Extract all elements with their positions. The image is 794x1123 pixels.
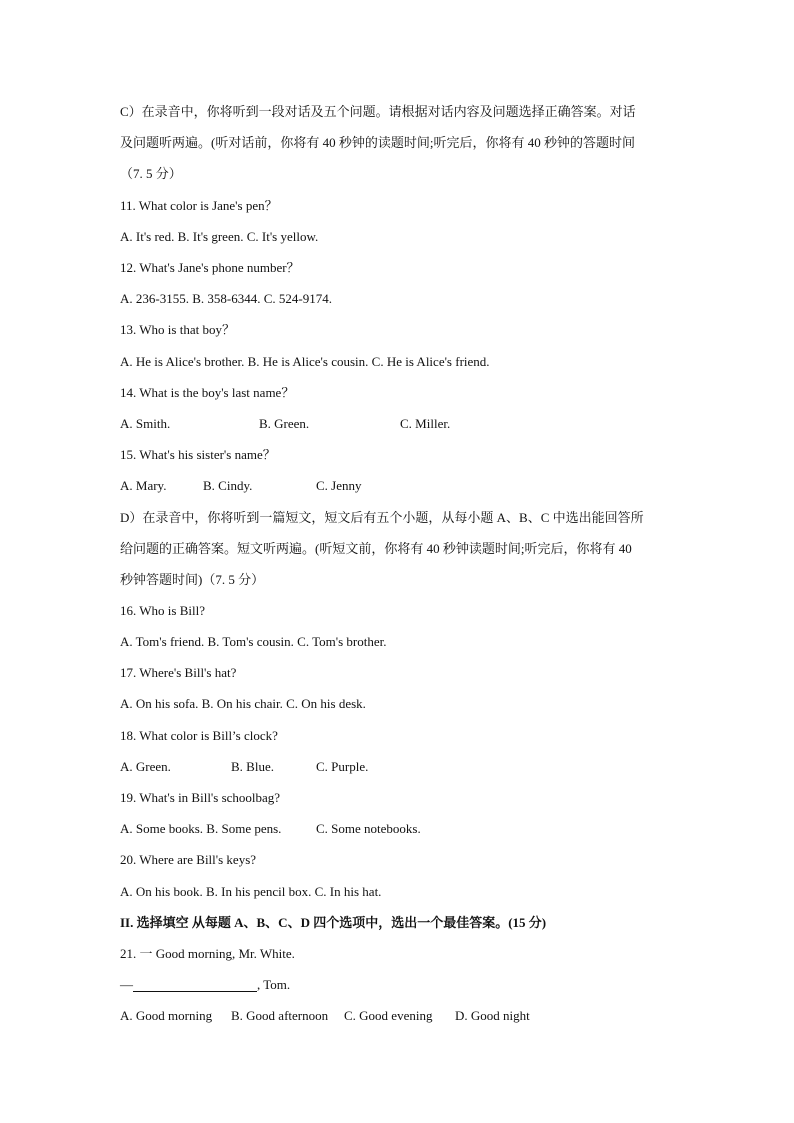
section-d-instruction-line3: 秒钟答题时间)（7. 5 分） bbox=[120, 572, 265, 587]
option-a: A. Good morning bbox=[120, 1008, 213, 1023]
question-17-options: A. On his sofa. B. On his chair. C. On his desk. bbox=[120, 696, 366, 711]
question-20-options: A. On his book. B. In his pencil box. C. In his hat. bbox=[120, 884, 382, 899]
section-d-instruction-line1: D）在录音中，你将听到一篇短文，短文后有五个小题，从每小题 A、B、C 中选出能回答所 bbox=[120, 510, 644, 525]
option-c: C. Miller. bbox=[400, 416, 451, 431]
section-c-instruction-line1: C）在录音中，你将听到一段对话及五个问题。请根据对话内容及问题选择正确答案。对话 bbox=[120, 104, 636, 119]
question-11-options: A. It's red. B. It's green. C. It's yellow. bbox=[120, 229, 319, 244]
option-a: A. Smith. bbox=[120, 416, 171, 431]
answer-blank bbox=[133, 977, 257, 992]
question-18: 18. What color is Bill’s clock? bbox=[120, 728, 278, 743]
question-13-options: A. He is Alice's brother. B. He is Alice's cousin. C. He is Alice's friend. bbox=[120, 354, 490, 369]
reply-end: , Tom. bbox=[257, 977, 291, 992]
option-c: C. Some notebooks. bbox=[316, 821, 421, 836]
question-21: 21. 一 Good morning, Mr. White. bbox=[120, 946, 295, 961]
question-21-reply bbox=[120, 976, 680, 994]
question-19: 19. What's in Bill's schoolbag? bbox=[120, 790, 281, 805]
question-15: 15. What's his sister's name？ bbox=[120, 447, 276, 462]
option-c: C. Jenny bbox=[316, 478, 362, 493]
question-12: 12. What's Jane's phone number？ bbox=[120, 260, 300, 275]
part-ii-heading: II. 选择填空 从每题 A、B、C、D 四个选项中，选出一个最佳答案。(15 分) bbox=[120, 915, 547, 930]
reply-dash: — bbox=[120, 977, 133, 992]
question-20: 20. Where are Bill's keys? bbox=[120, 852, 257, 867]
question-16: 16. Who is Bill? bbox=[120, 603, 205, 618]
section-d-instruction-line2: 给问题的正确答案。短文听两遍。(听短文前，你将有 40 秒钟读题时间;听完后，你将有 40 bbox=[120, 541, 632, 556]
option-b: B. Good afternoon bbox=[231, 1008, 329, 1023]
question-17: 17. Where's Bill's hat? bbox=[120, 665, 237, 680]
option-a: A. Mary. bbox=[120, 478, 167, 493]
question-13: 13. Who is that boy？ bbox=[120, 322, 235, 337]
option-c: C. Purple. bbox=[316, 759, 369, 774]
option-c: C. Good evening bbox=[344, 1008, 433, 1023]
option-b: B. Blue. bbox=[231, 759, 274, 774]
question-11: 11. What color is Jane's pen？ bbox=[120, 198, 278, 213]
option-a-b: A. Some books. B. Some pens. bbox=[120, 821, 282, 836]
question-16-options: A. Tom's friend. B. Tom's cousin. C. Tom's brother. bbox=[120, 634, 387, 649]
question-12-options: A. 236-3155. B. 358-6344. C. 524-9174. bbox=[120, 291, 332, 306]
question-14: 14. What is the boy's last name？ bbox=[120, 385, 295, 400]
section-c-instruction-line2: 及问题听两遍。(听对话前，你将有 40 秒钟的读题时间;听完后，你将有 40 秒钟的答题时间 bbox=[120, 135, 635, 150]
option-b: B. Green. bbox=[259, 416, 310, 431]
option-d: D. Good night bbox=[455, 1008, 530, 1023]
option-b: B. Cindy. bbox=[203, 478, 253, 493]
option-a: A. Green. bbox=[120, 759, 171, 774]
section-c-instruction-line3: （7. 5 分） bbox=[120, 166, 182, 181]
